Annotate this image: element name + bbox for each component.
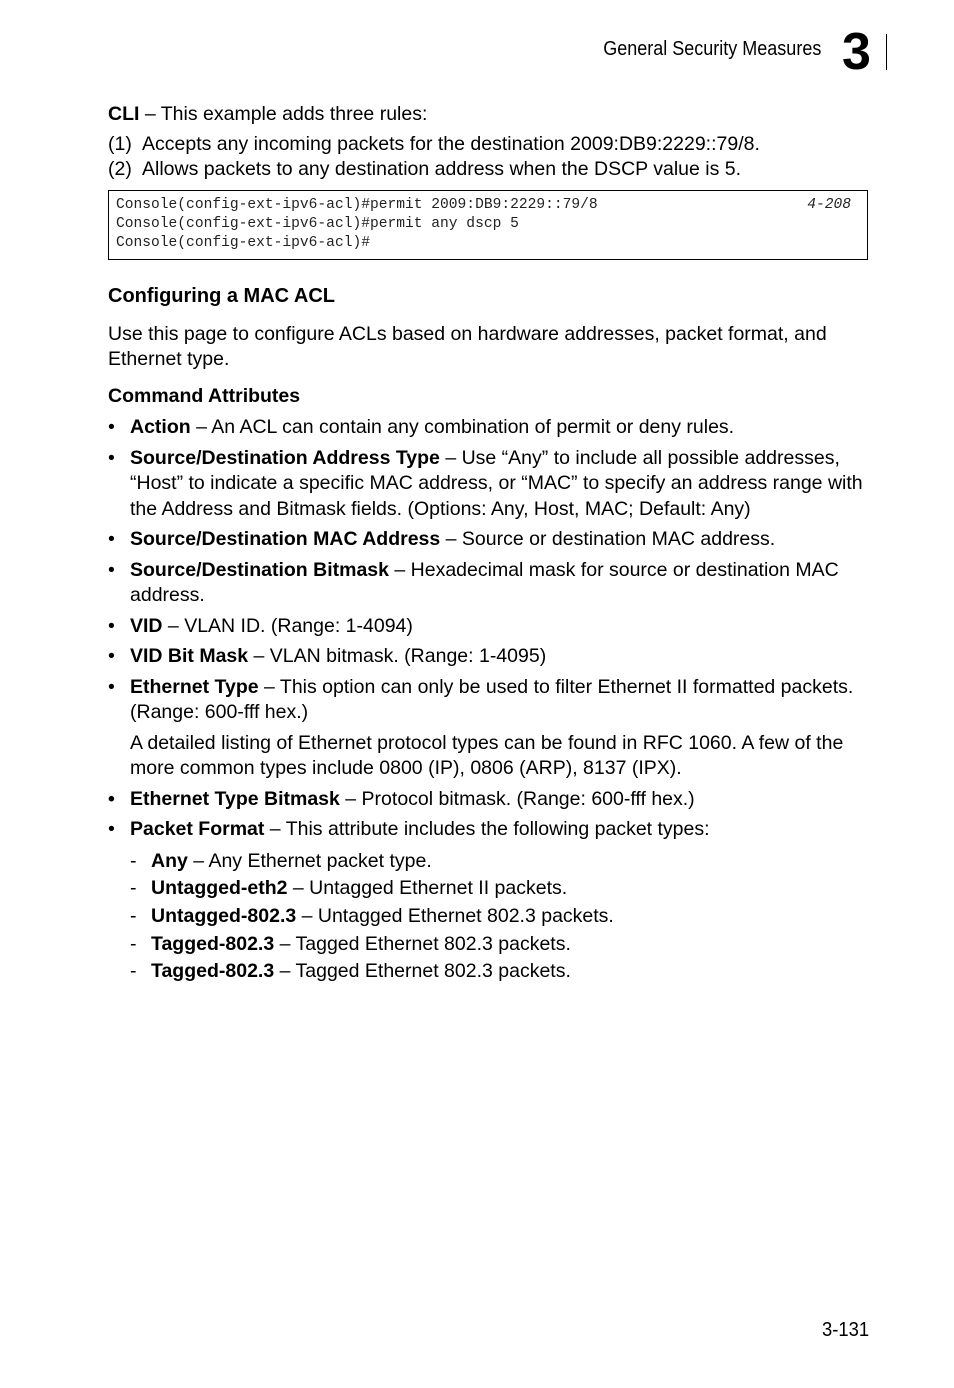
- cli-step-text: Allows packets to any destination address when the DSCP value is 5.: [142, 158, 742, 180]
- page-number: 3-131: [822, 1319, 870, 1341]
- attribute-term: VID: [130, 614, 163, 637]
- attribute-term: Source/Destination MAC Address: [130, 528, 441, 550]
- attribute-item-bitmask: [108, 558, 868, 609]
- attribute-term: VID Bit Mask: [130, 645, 249, 667]
- code-line: [116, 234, 851, 253]
- code-command: Console(config-ext-ipv6-acl)#permit 2009:DB9:2229::79/8: [116, 197, 598, 213]
- packet-type-desc: – Untagged Ethernet II packets.: [287, 877, 568, 900]
- attribute-term: Source/Destination Address Type: [130, 446, 440, 469]
- packet-type-item: [130, 875, 868, 903]
- attribute-desc: – VLAN bitmask. (Range: 1-4095): [248, 645, 547, 667]
- packet-type-item: [130, 848, 868, 876]
- attribute-item-mac-address: [108, 527, 868, 553]
- bullet-marker: •: [108, 528, 115, 550]
- bullet-marker: •: [108, 558, 115, 581]
- bullet-marker: •: [108, 818, 115, 840]
- bullet-marker: •: [108, 645, 115, 667]
- section-intro: Use this page to configure ACLs based on hardware addresses, packet format, and Ethernet type.: [108, 323, 827, 370]
- attribute-item-packet-format: [108, 817, 868, 986]
- code-line: [116, 196, 851, 215]
- dash-marker: -: [130, 960, 137, 983]
- packet-type-term: Untagged-eth2: [151, 877, 288, 900]
- dash-marker: -: [130, 904, 137, 927]
- packet-type-desc: – Tagged Ethernet 802.3 packets.: [274, 932, 571, 955]
- attribute-desc: – This option can only be used to filter Ethernet II formatted packets. (Range: 600-fff hex.): [130, 675, 854, 723]
- running-header-title: General Security Measures: [602, 38, 821, 60]
- attributes-heading: Command Attributes: [108, 385, 301, 407]
- attribute-desc: – This attribute includes the following packet types:: [264, 818, 710, 840]
- code-example-box: [108, 190, 868, 260]
- packet-type-desc: – Tagged Ethernet 802.3 packets.: [274, 960, 571, 983]
- attribute-desc: – VLAN ID. (Range: 1-4094): [162, 614, 413, 637]
- page-body: [108, 102, 868, 991]
- packet-type-desc: – Any Ethernet packet type.: [187, 849, 432, 872]
- packet-type-term: Untagged-802.3: [151, 904, 297, 927]
- chapter-number: 3: [842, 23, 870, 81]
- cli-step-number: (1): [108, 133, 132, 155]
- attribute-desc: – Hexadecimal mask for source or destination MAC address.: [130, 558, 839, 606]
- dash-marker: -: [130, 932, 137, 955]
- attribute-list: [108, 415, 868, 986]
- packet-type-item: [130, 903, 868, 931]
- code-command: Console(config-ext-ipv6-acl)#permit any dscp 5: [116, 216, 519, 232]
- bullet-marker: •: [108, 416, 115, 438]
- attribute-item-vid: [108, 614, 868, 640]
- bullet-marker: •: [108, 614, 115, 637]
- cli-intro-text: – This example adds three rules:: [139, 103, 428, 125]
- bullet-marker: •: [108, 675, 115, 698]
- packet-type-desc: – Untagged Ethernet 802.3 packets.: [296, 904, 614, 927]
- section-heading: Configuring a MAC ACL: [108, 285, 336, 307]
- cli-step-2: [108, 157, 868, 182]
- packet-type-term: Any: [151, 849, 188, 872]
- attribute-desc: – Protocol bitmask. (Range: 600-fff hex.): [339, 787, 695, 810]
- cli-step-text: Accepts any incoming packets for the destination 2009:DB9:2229::79/8.: [142, 133, 760, 155]
- cli-step-1: [108, 132, 868, 157]
- attribute-desc: – An ACL can contain any combination of permit or deny rules.: [190, 416, 735, 438]
- attribute-term: Ethernet Type: [130, 675, 259, 698]
- packet-type-term: Tagged-802.3: [151, 932, 275, 955]
- attribute-desc: – Use “Any” to include all possible addresses, “Host” to indicate a specific MAC address, or “MAC” to specify an address range with the Address and Bitmask fields. (Options: Any, Host, MAC; Default: Any): [130, 446, 863, 520]
- packet-type-list: [130, 848, 868, 987]
- attribute-item-action: [108, 415, 868, 441]
- attribute-term: Action: [130, 416, 191, 438]
- attribute-item-ethernet-type-bitmask: [108, 787, 868, 813]
- attribute-item-ethernet-type: [108, 675, 868, 782]
- dash-marker: -: [130, 849, 137, 872]
- cli-label: CLI: [108, 103, 140, 125]
- attribute-item-vid-bit-mask: [108, 644, 868, 670]
- attribute-term: Ethernet Type Bitmask: [130, 787, 340, 810]
- attribute-term: Packet Format: [130, 818, 265, 840]
- attribute-desc: – Source or destination MAC address.: [440, 528, 776, 550]
- cli-intro: [108, 102, 868, 127]
- bullet-marker: •: [108, 446, 115, 469]
- packet-type-item: [130, 931, 868, 959]
- packet-type-term: Tagged-802.3: [151, 960, 275, 983]
- cli-step-number: (2): [108, 158, 132, 180]
- ethernet-type-note: A detailed listing of Ethernet protocol types can be found in RFC 1060. A few of the more common types include 0800 (IP), 0806 (ARP), 8137 (IPX).: [130, 731, 844, 779]
- bullet-marker: •: [108, 787, 115, 810]
- code-command: Console(config-ext-ipv6-acl)#: [116, 235, 370, 251]
- code-page-reference: 4-208: [807, 197, 851, 213]
- packet-type-item: [130, 958, 868, 986]
- attribute-item-address-type: [108, 446, 868, 523]
- attribute-term: Source/Destination Bitmask: [130, 558, 389, 581]
- chapter-divider: [886, 34, 887, 70]
- dash-marker: -: [130, 877, 137, 900]
- code-line: [116, 215, 851, 234]
